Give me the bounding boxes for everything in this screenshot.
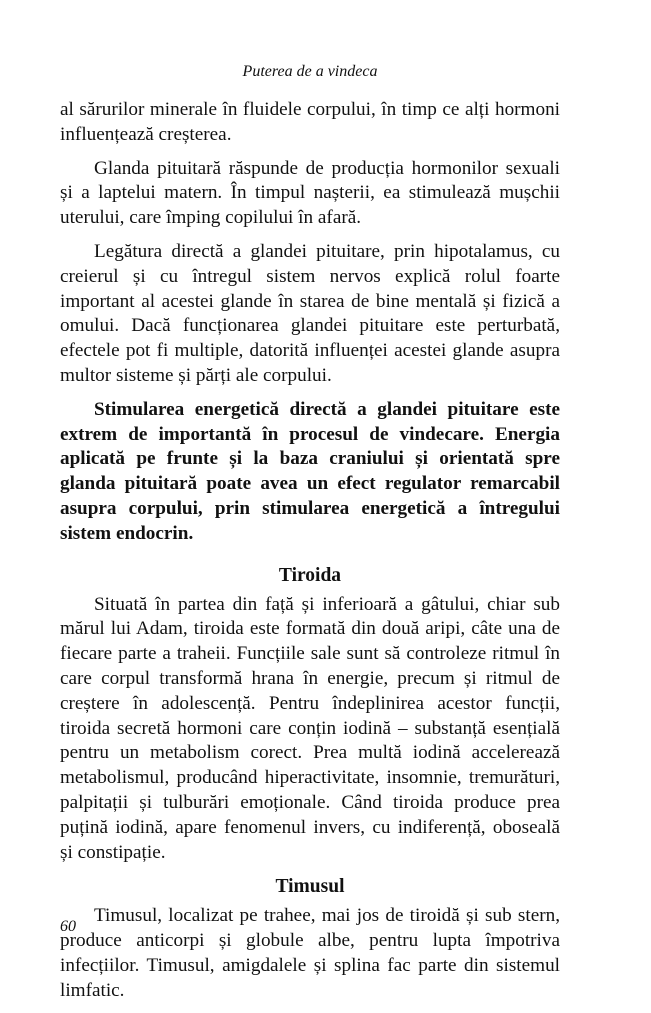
paragraph-thymus: Timusul, localizat pe trahee, mai jos de tiroidă și sub stern, produce anticorpi și globule albe, pentru lupta împotriva infecțiilor. Timusul, amigdalele și splina fac parte din sistemul limfatic. bbox=[60, 905, 560, 1001]
paragraph-continuation: al sărurilor minerale în fluidele corpului, în timp ce alți hormoni influențează creșterea. bbox=[60, 99, 560, 145]
paragraph-pituitary-hypothalamus: Legătura directă a glandei pituitare, prin hipotalamus, cu creierul și cu întregul sistem nervos explică rolul foarte important al acestei glande în starea de bine mentală și fizică a omului. Dacă funcționarea glandei pituitare este perturbată, efectele pot fi multiple, datorită influenței acestei glande asupra multor sisteme și părți ale corpului. bbox=[60, 240, 560, 386]
page-number: 60 bbox=[60, 918, 76, 935]
section-heading-tiroida: Tiroida bbox=[278, 564, 342, 586]
paragraph-energy-stimulation: Stimularea energetică directă a glandei pituitare este extrem de importantă în procesul de vindecare. Energia aplicată pe frunte și la baza craniului și orientată spre glanda pituitară poate avea un efect regulator remarcabil asupra corpului, prin stimularea energetică a întregului sistem endocrin. bbox=[60, 398, 560, 544]
page-body bbox=[60, 98, 560, 1013]
paragraph-pituitary-hormones: Glanda pituitară răspunde de producția hormonilor sexuali și a laptelui matern. În timpul nașterii, ea stimulează mușchii uterului, care împing copilului în afară. bbox=[60, 157, 560, 229]
running-header: Puterea de a vindeca bbox=[242, 63, 378, 80]
section-heading-timusul: Timusul bbox=[275, 876, 345, 898]
paragraph-thyroid: Situată în partea din față și inferioară a gâtului, chiar sub mărul lui Adam, tiroida este formată din două aripi, câte una de fiecare parte a traheii. Funcțiile sale sunt să controleze ritmul în care corpul transformă hrana în energie, precum și ritmul de creștere în adolescență. Pentru îndeplinirea acestor funcții, tiroida secretă hormoni care conțin iodină – substanță esențială pentru un metabolism corect. Prea multă iodină accelerează metabolismul, producând hiperactivitate, insomnie, tremurături, palpitații și tulburări emoționale. Când tiroida produce prea puțină iodină, apare fenomenul invers, cu indiferență, oboseală și constipație. bbox=[60, 593, 560, 863]
